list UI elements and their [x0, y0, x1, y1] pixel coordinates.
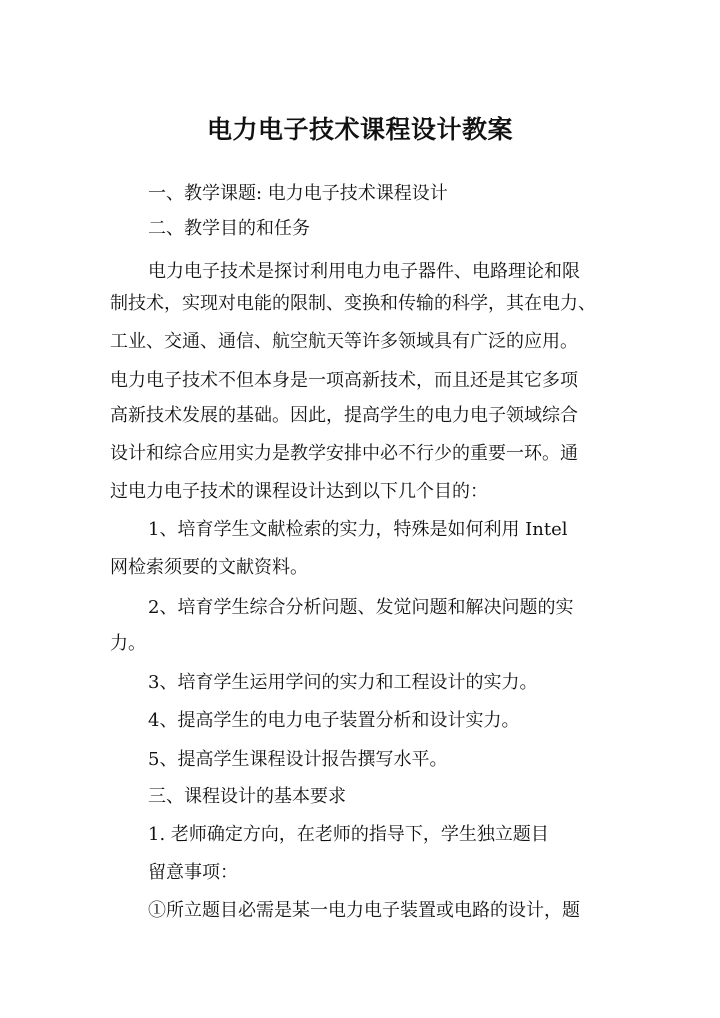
list-item-2-continued: 力。: [110, 633, 146, 654]
requirement-item-1: 1. 老师确定方向，在老师的指导下，学生独立题目: [148, 824, 549, 845]
section-heading-objectives: 二、教学目的和任务: [148, 218, 310, 239]
paragraph-line: 电力电子技术不但本身是一项高新技术，而且还是其它多项: [110, 370, 578, 391]
paragraph-line: 电力电子技术是探讨利用电力电子器件、电路理论和限: [148, 261, 580, 282]
list-item-1-continued: 网检索须要的文献资料。: [110, 557, 308, 578]
list-item-2: 2、培育学生综合分析问题、发觉问题和解决问题的实: [148, 597, 574, 618]
section-heading-topic: 一、教学课题: 电力电子技术课程设计: [148, 183, 448, 204]
list-item-3: 3、培育学生运用学问的实力和工程设计的实力。: [148, 672, 538, 693]
list-item-1: 1、培育学生文献检索的实力，特殊是如何利用 Intel: [148, 519, 568, 540]
note-item-1: ①所立题目必需是某一电力电子装置或电路的设计，题: [148, 900, 580, 921]
paragraph-line: 高新技术发展的基础。因此，提高学生的电力电子领域综合: [110, 405, 578, 426]
section-heading-requirements: 三、课程设计的基本要求: [148, 786, 346, 807]
paragraph-line: 过电力电子技术的课程设计达到以下几个目的：: [110, 481, 488, 502]
paragraph-line: 制技术，实现对电能的限制、变换和传输的科学，其在电力、: [110, 293, 596, 314]
paragraph-line: 设计和综合应用实力是教学安排中必不行少的重要一环。通: [110, 443, 578, 464]
paragraph-line: 工业、交通、通信、航空航天等许多领域具有广泛的应用。: [110, 331, 578, 352]
document-title: 电力电子技术课程设计教案: [206, 115, 513, 144]
list-item-4: 4、提高学生的电力电子装置分析和设计实力。: [148, 710, 520, 731]
list-item-5: 5、提高学生课程设计报告撰写水平。: [148, 749, 448, 770]
notes-heading: 留意事项：: [148, 862, 238, 883]
